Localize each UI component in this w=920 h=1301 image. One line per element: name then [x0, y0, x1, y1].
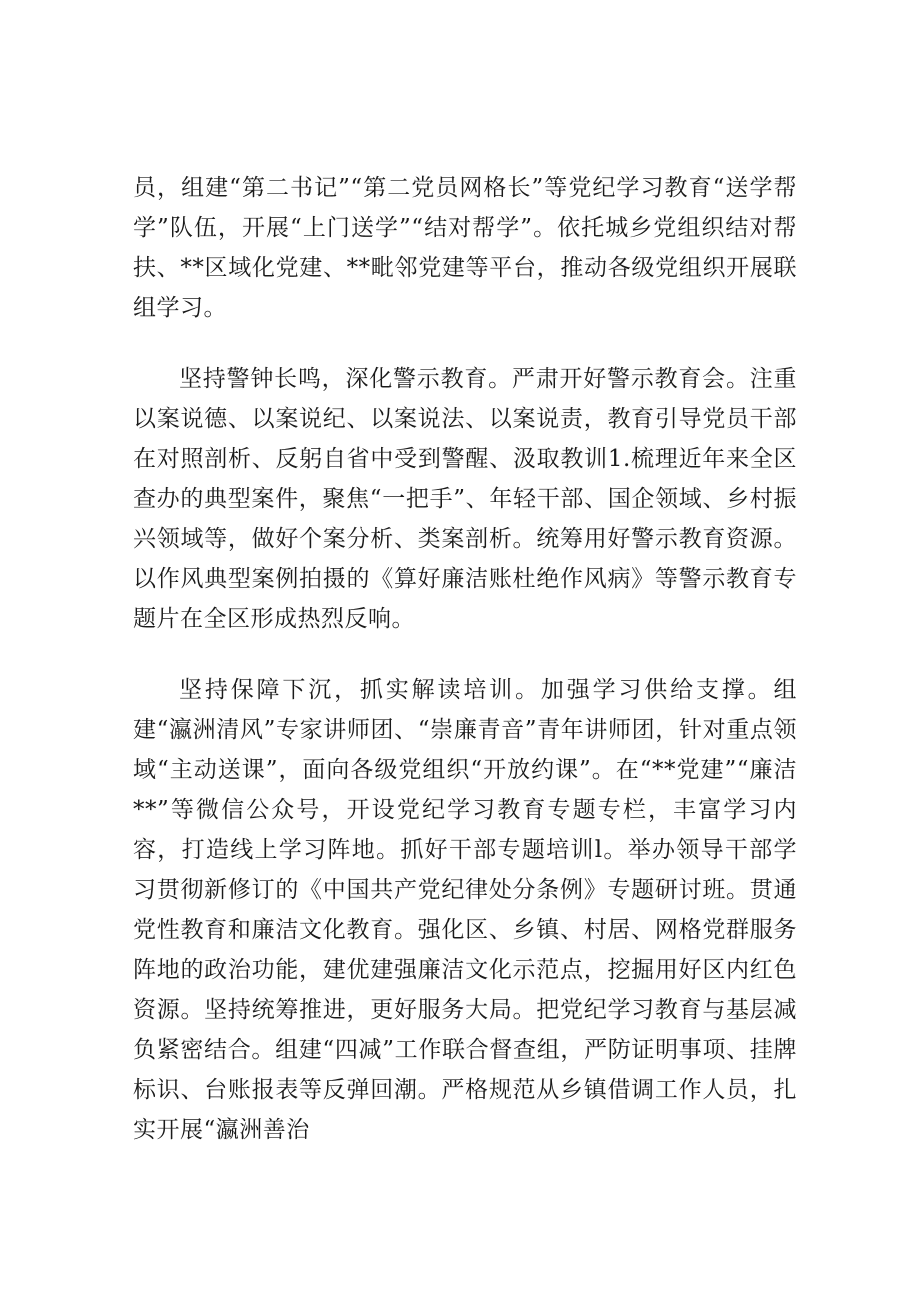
paragraph-training: 坚持保障下沉，抓实解读培训。加强学习供给支撑。组建“瀛洲清风”专家讲师团、“崇廉青音”青年讲师团，针对重点领域“主动送课”，面向各级党组织“开放约课”。在“**党建”“廉洁**”等微信公众号，开设党纪学习教育专题专栏，丰富学习内容，打造线上学习阵地。抓好干部专题培训l。举办领导干部学习贯彻新修订的《中国共产党纪律处分条例》专题研讨班。贯通党性教育和廉洁文化教育。强化区、乡镇、村居、网格党群服务阵地的政治功能，建优建强廉洁文化示范点，挖掘用好区内红色资源。坚持统筹推进，更好服务大局。把党纪学习教育与基层减负紧密结合。组建“四减”工作联合督查组，严防证明事项、挂牌标识、台账报表等反弹回潮。严格规范从乡镇借调工作人员，扎实开展“瀛洲善治	[133, 677, 797, 1143]
paragraph-warning-education: 坚持警钟长鸣，深化警示教育。严肃开好警示教育会。注重以案说德、以案说纪、以案说法、以案说责，教育引导党员干部在对照剖析、反躬自省中受到警醒、汲取教训1.梳理近年来全区查办的典型案件，聚焦“一把手”、年轻干部、国企领域、乡村振兴领域等，做好个案分析、类案剖析。统筹用好警示教育资源。以作风典型案例拍摄的《算好廉洁账杜绝作风病》等警示教育专题片在全区形成热烈反响。	[133, 366, 797, 632]
document-body	[133, 168, 797, 1181]
paragraph-continuation: 员，组建“第二书记”“第二党员网格长”等党纪学习教育“送学帮学”队伍，开展“上门送学”“结对帮学”。依托城乡党组织结对帮扶、**区域化党建、**毗邻党建等平台，推动各级党组织开展联组学习。	[133, 175, 797, 321]
